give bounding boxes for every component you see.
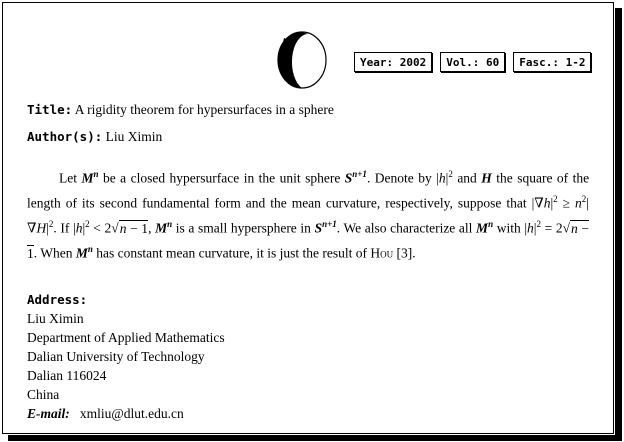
email-address[interactable]: xmliu@dlut.edu.cn xyxy=(79,406,184,421)
address-line: Dalian University of Technology xyxy=(27,349,205,364)
title-label: Title: xyxy=(27,102,73,117)
article-title: A rigidity theorem for hypersurfaces in a sphere xyxy=(74,102,334,117)
address-block xyxy=(27,290,225,423)
address-line: Dalian 116024 xyxy=(27,368,107,383)
volume-badge: Vol.: 60 xyxy=(440,52,505,72)
article-authors: Liu Ximin xyxy=(105,129,163,144)
address-line: Department of Applied Mathematics xyxy=(27,330,225,345)
title-line xyxy=(27,102,334,118)
fascicle-badge: Fasc.: 1-2 xyxy=(513,52,591,72)
card-shadow-bottom xyxy=(8,435,622,441)
crescent-moon-icon xyxy=(276,30,328,90)
email-line xyxy=(27,404,225,423)
authors-line xyxy=(27,129,162,145)
year-badge: Year: 2002 xyxy=(354,52,432,72)
address-line: China xyxy=(27,387,60,402)
email-label: E-mail: xyxy=(27,406,70,421)
card-shadow-right xyxy=(615,8,622,436)
abstract-text: Let $M^n$ be a closed hypersurface in the unit sphere $S^{n+1}$. Denote by $|h|^2$ and H the square of the length of its second fundamental form and the mean curvature, respectively, suppose that $|\nabla h|^2 \ge n^2|\nabla H|^2$. If $|h|^2 < 2√n - 1$, $M^n$ is a small hypersphere in $S^{n+1}$. We also characterize all $M^n$ with $|h|^2 = 2√n - 1$. When $M^n$ has constant mean curvature, it is just the result of Hou [3]. xyxy=(27,169,590,261)
authors-label: Author(s): xyxy=(27,129,103,144)
issue-info xyxy=(354,52,591,72)
address-line: Liu Ximin xyxy=(27,311,84,326)
address-label: Address: xyxy=(27,292,88,307)
